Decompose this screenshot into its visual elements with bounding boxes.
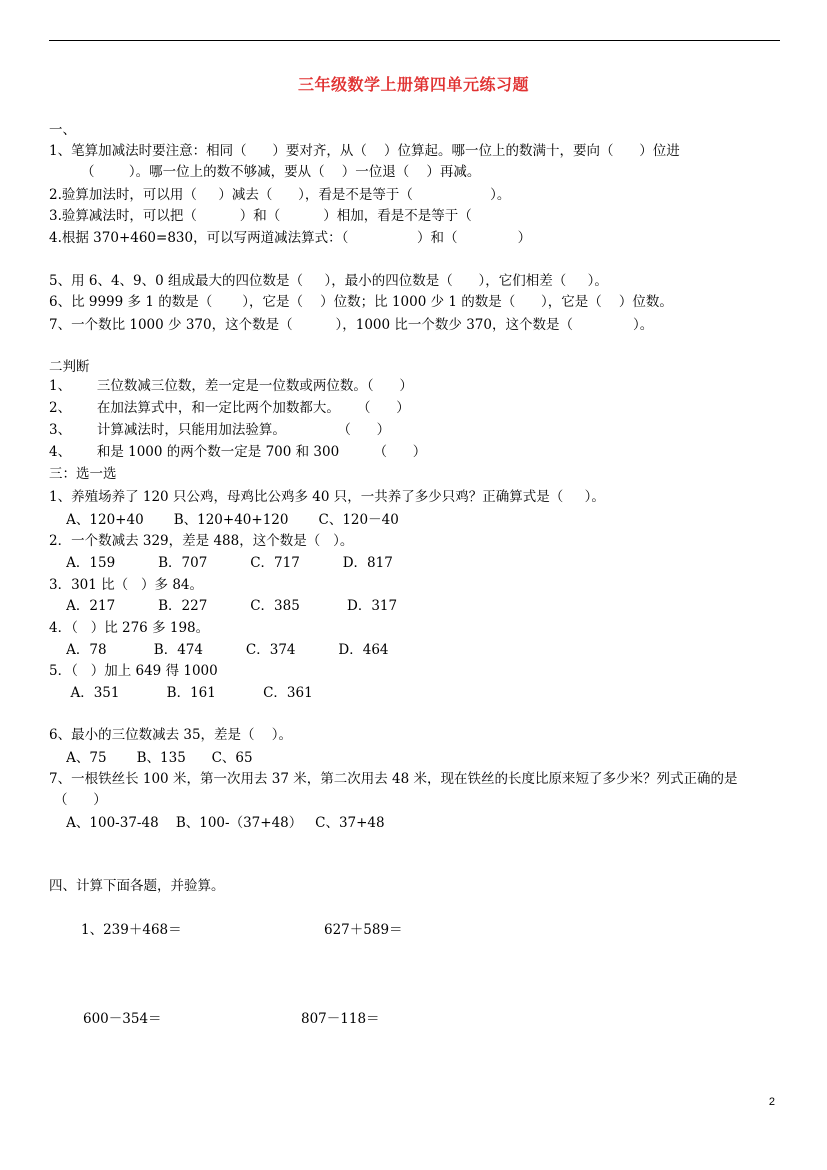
choice-options-1: A、120+40 B、120+40+120 C、120－40 bbox=[49, 512, 399, 528]
page-number: 2 bbox=[768, 1096, 775, 1108]
choice-question-3: 3．301 比（ ）多 84。 bbox=[49, 577, 203, 593]
question-4: 4.根据 370+460=830，可以写两道减法算式：（ ）和（ ） bbox=[49, 230, 532, 246]
choice-question-7: 7、一根铁丝长 100 米，第一次用去 37 米，第二次用去 48 米，现在铁丝的长度比原来短了多少米？列式正确的是 bbox=[49, 771, 738, 787]
calc-problem: 1、239＋468＝ bbox=[81, 922, 182, 938]
choice-question-5: 5．（ ）加上 649 得 1000 bbox=[49, 663, 218, 679]
judge-item: 1、 三位数减三位数，差一定是一位数或两位数。（ ） bbox=[49, 378, 413, 394]
header-rule bbox=[49, 40, 780, 41]
choice-options-5: A．351 B．161 C．361 bbox=[49, 685, 313, 701]
calc-problem: 627＋589＝ bbox=[324, 922, 403, 938]
choice-question-2: 2．一个数减去 329，差是 488，这个数是（ ）。 bbox=[49, 533, 354, 549]
question-7: 7、一个数比 1000 少 370，这个数是（ ），1000 比一个数少 370，这个数是（ ）。 bbox=[49, 317, 654, 333]
choice-question-4: 4．（ ）比 276 多 198。 bbox=[49, 620, 210, 636]
choice-options-4: A．78 B．474 C．374 D．464 bbox=[49, 642, 389, 658]
choice-question-1: 1、养殖场养了 120 只公鸡，母鸡比公鸡多 40 只，一共养了多少只鸡？正确算式是（ ）。 bbox=[49, 489, 605, 505]
judge-item: 4、 和是 1000 的两个数一定是 700 和 300 （ ） bbox=[49, 444, 427, 460]
judge-item: 3、 计算减法时，只能用加法验算。 （ ） bbox=[49, 422, 391, 438]
section2-heading: 二判断 bbox=[49, 359, 90, 375]
question-6: 6、比 9999 多 1 的数是（ ），它是（ ）位数；比 1000 少 1 的数是（ ），它是（ ）位数。 bbox=[49, 294, 673, 310]
judge-item: 2、 在加法算式中，和一定比两个加数都大。 （ ） bbox=[49, 400, 410, 416]
section4-heading: 四、计算下面各题，并验算。 bbox=[49, 878, 225, 894]
choice-question-6: 6、最小的三位数减去 35，差是（ ）。 bbox=[49, 727, 292, 743]
choice-options-7: A、100-37-48 B、100-（37+48） C、37+48 bbox=[49, 815, 385, 831]
choice-options-2: A．159 B．707 C．717 D．817 bbox=[49, 555, 393, 571]
section3-heading: 三：选一选 bbox=[49, 466, 117, 482]
question-1-line2: （ ）。哪一位上的数不够减，要从（ ）一位退（ ）再减。 bbox=[81, 164, 481, 180]
question-2: 2.验算加法时，可以用（ ）减去（ ），看是不是等于（ ）。 bbox=[49, 187, 511, 203]
choice-options-3: A．217 B．227 C．385 D．317 bbox=[49, 598, 398, 614]
calc-problem: 600－354＝ bbox=[83, 1011, 162, 1027]
choice-options-6: A、75 B、135 C、65 bbox=[49, 750, 253, 766]
question-5: 5、用 6、4、9、0 组成最大的四位数是（ ），最小的四位数是（ ），它们相差（ ）。 bbox=[49, 273, 608, 289]
choice-question-7-blank: （ ） bbox=[54, 792, 107, 808]
question-1-line1: 1、笔算加减法时要注意：相同（ ）要对齐，从（ ）位算起。哪一位上的数满十，要向（ ）位进 bbox=[49, 143, 680, 159]
page-title: 三年级数学上册第四单元练习题 bbox=[297, 75, 529, 94]
section1-heading: 一、 bbox=[49, 122, 76, 138]
calc-problem: 807－118＝ bbox=[301, 1011, 380, 1027]
question-3: 3.验算减法时，可以把（ ）和（ ）相加，看是不是等于（ bbox=[49, 208, 472, 224]
